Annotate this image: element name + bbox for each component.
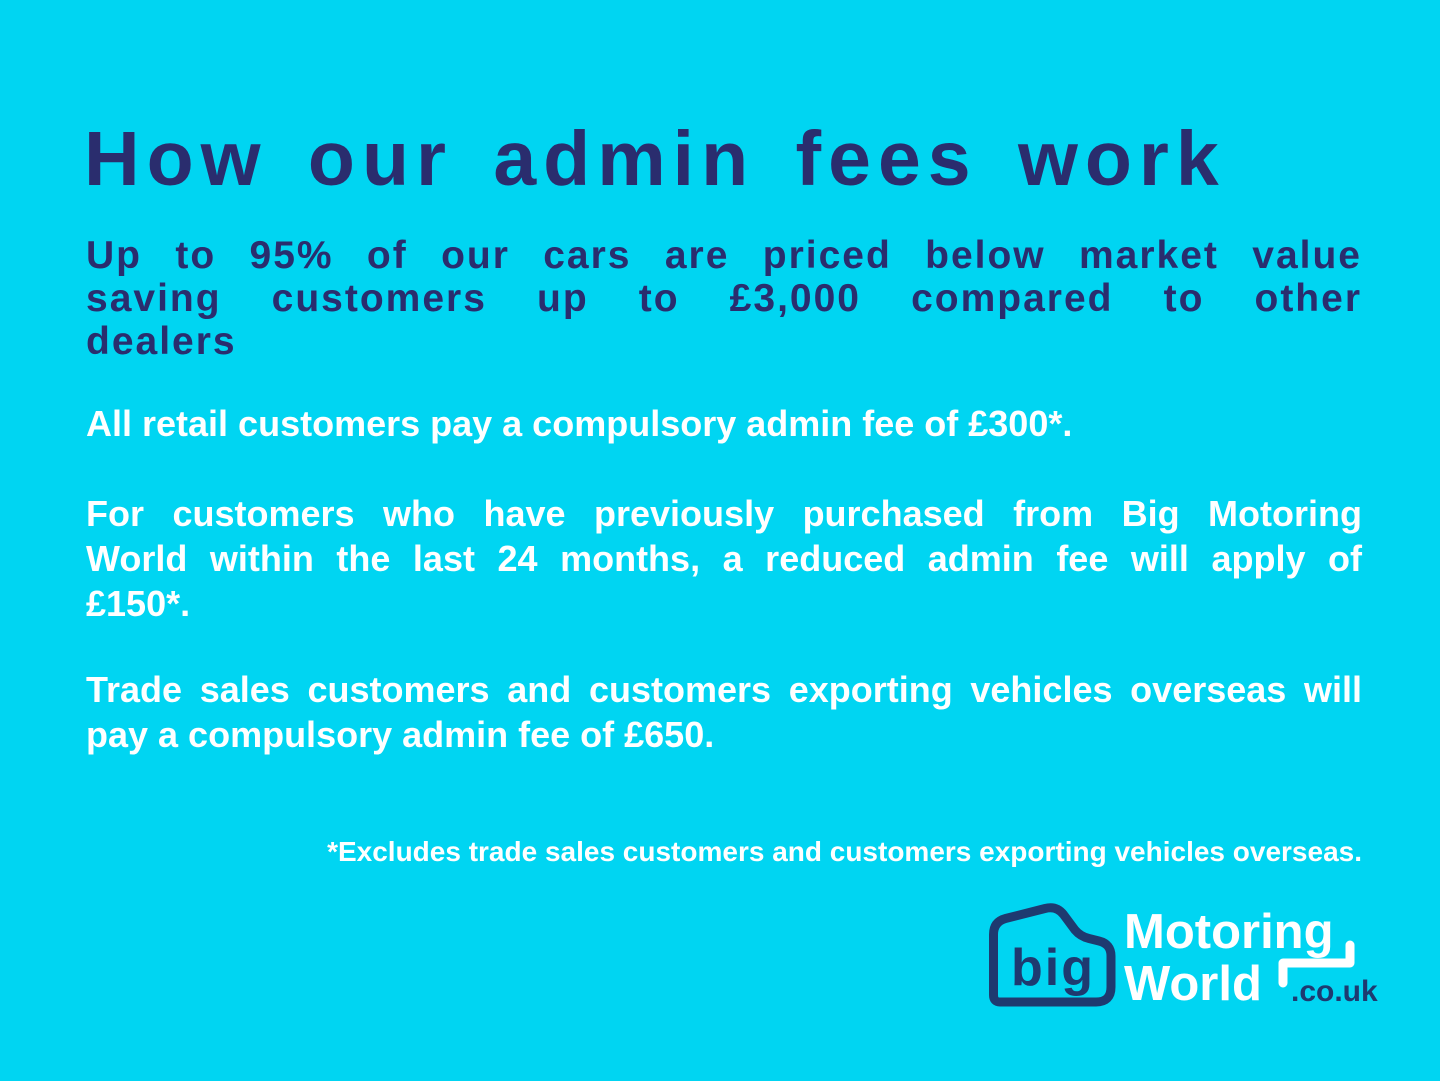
paragraph-line: Trade sales customers and customers exporting vehicles overseas will xyxy=(86,669,1362,710)
logo-motoring-text: Motoring xyxy=(1124,905,1334,959)
paragraph-trade-export-fee xyxy=(86,667,1362,757)
paragraph-line: All retail customers pay a compulsory admin fee of £300*. xyxy=(86,403,1073,444)
paragraph-returning-customer-fee xyxy=(86,491,1362,626)
subheading xyxy=(86,234,1362,363)
subheading-line-2: saving customers up to £3,000 compared to other xyxy=(86,277,1362,320)
subheading-line-3: dealers xyxy=(86,320,237,363)
paragraph-line: £150*. xyxy=(86,583,191,624)
logo-world-text: World xyxy=(1124,957,1262,1011)
brand-logo xyxy=(978,893,1388,1018)
logo-big-text: big xyxy=(1011,939,1095,997)
page-title: How our admin fees work xyxy=(84,116,1226,202)
logo-tld-text: .co.uk xyxy=(1291,975,1378,1008)
paragraph-line: World within the last 24 months, a reduced admin fee will apply of xyxy=(86,538,1362,579)
footnote: *Excludes trade sales customers and customers exporting vehicles overseas. xyxy=(327,836,1362,867)
paragraph-retail-admin-fee xyxy=(86,401,1362,446)
paragraph-line: pay a compulsory admin fee of £650. xyxy=(86,714,715,755)
paragraph-line: For customers who have previously purchased from Big Motoring xyxy=(86,493,1362,534)
big-motoring-world-logo xyxy=(978,893,1388,1018)
subheading-line-1: Up to 95% of our cars are priced below market value xyxy=(86,234,1362,277)
